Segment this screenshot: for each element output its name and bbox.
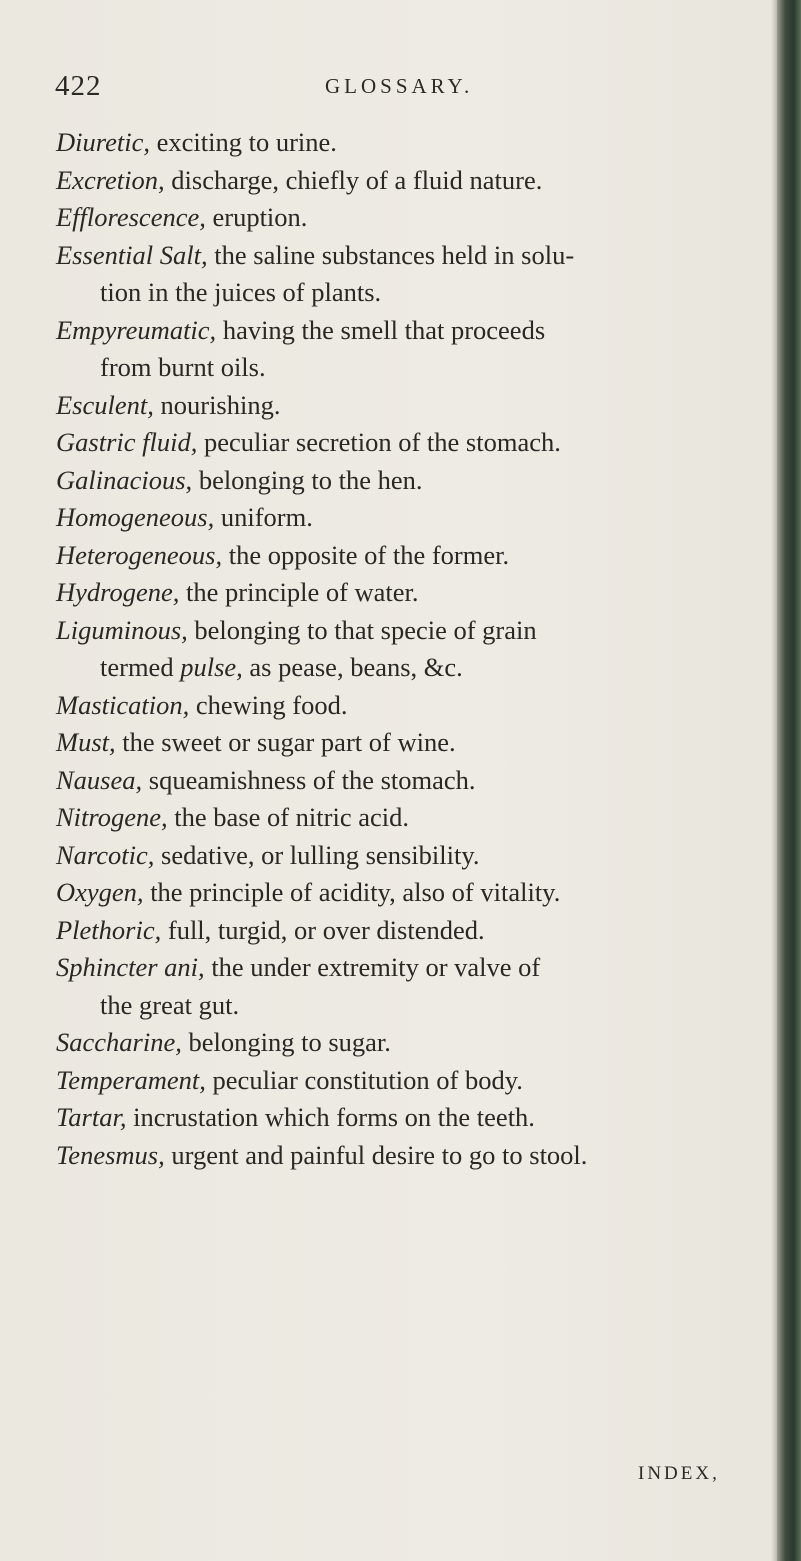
glossary-term: Homogeneous, — [56, 502, 215, 532]
page-number: 422 — [55, 70, 102, 102]
glossary-definition: the principle of acidity, also of vitality. — [150, 877, 561, 907]
glossary-term: Efflorescence, — [56, 202, 206, 232]
glossary-definition: exciting to urine. — [156, 127, 337, 157]
glossary-definition: peculiar constitution of body. — [212, 1064, 523, 1095]
italic-word: pulse, — [180, 652, 243, 682]
glossary-definition: the opposite of the former. — [228, 539, 510, 570]
glossary-term: Tartar, — [56, 1102, 127, 1132]
glossary-entry — [56, 837, 756, 875]
glossary-entry — [56, 687, 756, 725]
glossary-entry — [56, 724, 756, 762]
continued-text: termed — [100, 652, 181, 682]
glossary-entry — [56, 162, 756, 200]
glossary-term: Esculent, — [56, 389, 154, 420]
glossary-definition-continued: from burnt oils. — [100, 352, 266, 382]
glossary-entry — [56, 237, 756, 312]
glossary-definition: eruption. — [212, 202, 308, 232]
glossary-list — [56, 124, 756, 1174]
glossary-entry — [56, 1024, 756, 1062]
glossary-entry — [56, 612, 756, 687]
glossary-definition: the under extremity or valve of — [211, 952, 541, 982]
glossary-entry — [56, 462, 756, 500]
glossary-entry — [56, 387, 756, 425]
glossary-entry — [56, 912, 756, 950]
glossary-entry — [56, 124, 756, 162]
glossary-term: Nausea, — [56, 764, 143, 795]
glossary-entry — [56, 874, 756, 912]
glossary-definition: incrustation which forms on the teeth. — [133, 1102, 535, 1132]
continued-text: as pease, beans, &c. — [242, 652, 463, 682]
glossary-definition: urgent and painful desire to go to stool. — [171, 1139, 588, 1170]
glossary-definition: the sweet or sugar part of wine. — [122, 727, 456, 757]
glossary-term: Hydrogene, — [56, 577, 180, 607]
glossary-definition: the base of nitric acid. — [174, 802, 409, 832]
glossary-entry — [56, 1137, 756, 1175]
glossary-term: Saccharine, — [56, 1027, 182, 1057]
glossary-definition: chewing food. — [195, 689, 348, 720]
glossary-term: Heterogeneous, — [56, 539, 223, 570]
glossary-definition: discharge, chiefly of a fluid nature. — [171, 164, 543, 195]
glossary-term: Excretion, — [56, 164, 165, 195]
glossary-term: Empyreumatic, — [56, 314, 217, 345]
glossary-term: Must, — [56, 727, 116, 757]
glossary-entry — [56, 537, 756, 575]
glossary-term: Mastication, — [56, 689, 190, 720]
glossary-entry — [56, 574, 756, 612]
glossary-entry — [56, 424, 756, 462]
glossary-definition: belonging to that specie of grain — [194, 614, 537, 645]
glossary-definition: uniform. — [220, 502, 313, 532]
glossary-definition-continued: the great gut. — [100, 989, 240, 1020]
glossary-entry — [56, 1062, 756, 1100]
glossary-term: Gastric fluid, — [56, 427, 198, 457]
glossary-term: Nitrogene, — [56, 802, 168, 832]
glossary-entry — [56, 799, 756, 837]
glossary-term: Liguminous, — [56, 614, 188, 645]
glossary-definition: full, turgid, or over distended. — [167, 914, 485, 945]
glossary-term: Galinacious, — [56, 464, 193, 495]
glossary-definition: the saline substances held in solu- — [214, 239, 575, 270]
glossary-definition-continued — [56, 649, 756, 687]
glossary-entry — [56, 949, 756, 1024]
page-header — [55, 70, 755, 110]
running-head: GLOSSARY. — [325, 74, 474, 98]
glossary-definition: sedative, or lulling sensibility. — [161, 839, 480, 870]
glossary-term: Diuretic, — [56, 127, 150, 157]
glossary-definition: squeamishness of the stomach. — [148, 764, 476, 795]
glossary-definition: belonging to the hen. — [198, 464, 423, 495]
glossary-entry — [56, 1099, 756, 1137]
glossary-term: Narcotic, — [56, 839, 155, 870]
glossary-definition: having the smell that proceeds — [222, 314, 546, 345]
glossary-definition-continued: tion in the juices of plants. — [100, 277, 382, 307]
glossary-term: Essential Salt, — [56, 239, 208, 270]
glossary-term: Plethoric, — [56, 914, 162, 945]
catchword: INDEX, — [638, 1463, 720, 1484]
glossary-term: Sphincter ani, — [56, 952, 205, 982]
glossary-entry — [56, 312, 756, 387]
glossary-definition: peculiar secretion of the stomach. — [203, 427, 561, 457]
glossary-term: Temperament, — [56, 1064, 206, 1095]
glossary-definition: nourishing. — [160, 389, 281, 420]
glossary-entry — [56, 762, 756, 800]
glossary-entry — [56, 199, 756, 237]
book-spine — [777, 0, 801, 1561]
glossary-term: Tenesmus, — [56, 1139, 165, 1170]
glossary-entry — [56, 499, 756, 537]
glossary-term: Oxygen, — [56, 877, 144, 907]
glossary-definition: the principle of water. — [186, 577, 419, 607]
glossary-definition: belonging to sugar. — [188, 1027, 391, 1057]
